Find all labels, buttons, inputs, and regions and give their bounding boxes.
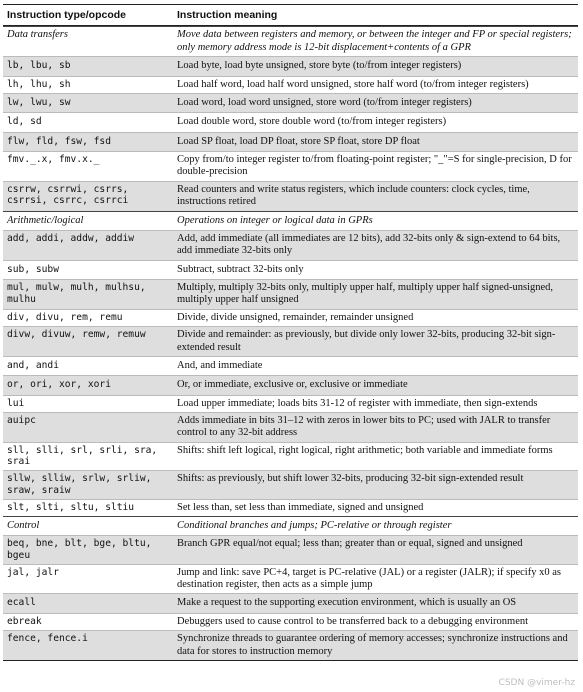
table-row — [3, 442, 578, 470]
category-name: Control — [7, 519, 40, 531]
opcode-cell: mul, mulw, mulh, mulhsu, mulhu — [7, 282, 146, 305]
opcode-cell: fence, fence.i — [7, 633, 88, 645]
meaning-cell: Synchronize threads to guarantee ordering of memory accesses; synchronize instructions and data for stores to instruction memory — [177, 633, 568, 657]
table-body — [3, 26, 578, 660]
opcode-cell: sll, slli, srl, srli, sra, srai — [7, 444, 158, 468]
meaning-cell: Debuggers used to cause control to be transferred back to a debugging environment — [177, 615, 529, 627]
table-row — [3, 260, 578, 279]
table-row — [3, 356, 578, 375]
table-row — [3, 230, 578, 260]
meaning-cell: Load half word, load half word unsigned, store half word (to/from integer registers) — [177, 78, 529, 90]
meaning-cell: Load upper immediate; loads bits 31-12 of register with immediate, then sign-extends — [177, 397, 538, 409]
table-header — [3, 5, 578, 26]
meaning-cell: Shifts: shift left logical, right logical, right arithmetic; both variable and immediate forms — [177, 444, 553, 456]
opcode-cell: slt, slti, sltu, sltiu — [7, 501, 135, 513]
meaning-cell: Adds immediate in bits 31–12 with zeros in lower bits to PC; used with JALR to transfer control to any 32-bit address — [177, 415, 551, 439]
watermark: CSDN @vimer-hz — [498, 678, 575, 688]
category-name: Arithmetic/logical — [7, 214, 84, 226]
opcode-cell: sllw, slliw, srlw, srliw, sraw, sraiw — [7, 473, 152, 496]
table-row — [3, 630, 578, 660]
table-row — [3, 309, 578, 326]
meaning-cell: Copy from/to integer register to/from floating-point register; "_"=S for single-precision, D for double-precision — [177, 154, 572, 178]
opcode-cell: ebreak — [7, 615, 42, 627]
opcode-cell: lui — [7, 397, 25, 409]
table-row — [3, 593, 578, 612]
meaning-cell: Multiply, multiply 32-bits only, multiply upper half, multiply upper half signed-unsigned, multiply upper half unsigned — [177, 282, 554, 306]
opcode-cell: auipc — [7, 415, 36, 426]
meaning-cell: Divide and remainder: as previously, but divide only lower 32-bits, producing 32-bit sign-extended result — [177, 329, 556, 353]
opcode-cell: or, ori, xor, xori — [7, 379, 111, 391]
category-row — [3, 26, 578, 56]
opcode-cell: ld, sd — [7, 116, 42, 128]
meaning-cell: Shifts: as previously, but shift lower 32-bits, producing 32-bit sign-extended result — [177, 473, 524, 485]
opcode-cell: csrrw, csrrwi, csrrs, csrrsi, csrrc, csrrci — [7, 183, 129, 207]
table-row — [3, 151, 578, 181]
meaning-cell: Set less than, set less than immediate, signed and unsigned — [177, 501, 424, 513]
opcode-cell: lb, lbu, sb — [7, 60, 71, 72]
meaning-cell: Load double word, store double word (to/from integer registers) — [177, 116, 447, 128]
meaning-cell: Load SP float, load DP float, store SP float, store DP float — [177, 135, 420, 147]
opcode-cell: lw, lwu, sw — [7, 96, 71, 108]
category-description: Move data between registers and memory, or between the integer and FP or special registers; only memory address mode is 12-bit displacement+contents of a GPR — [177, 29, 572, 53]
table-row — [3, 279, 578, 309]
opcode-cell: and, andi — [7, 359, 59, 371]
meaning-cell: Read counters and write status registers, which include counters: clock cycles, time, instructions retired — [177, 183, 530, 208]
opcode-cell: add, addi, addw, addiw — [7, 232, 135, 244]
table-row — [3, 499, 578, 516]
table-row — [3, 470, 578, 498]
table-row — [3, 76, 578, 93]
opcode-cell: fmv._.x, fmv.x._ — [7, 154, 100, 165]
table-row — [3, 132, 578, 151]
meaning-cell: Add, add immediate (all immediates are 12 bits), add 32-bits only & sign-extend to 64 bits, add immediate 32-bits only — [177, 232, 561, 257]
category-name: Data transfers — [7, 29, 68, 41]
opcode-cell: ecall — [7, 597, 36, 609]
table-row — [3, 412, 578, 442]
opcode-cell: beq, bne, blt, bge, bltu, bgeu — [7, 538, 152, 562]
meaning-cell: Divide, divide unsigned, remainder, remainder unsigned — [177, 311, 414, 323]
meaning-cell: Make a request to the supporting execution environment, which is usually an OS — [177, 597, 517, 609]
category-row — [3, 211, 578, 230]
table-row — [3, 395, 578, 412]
header-opcode: Instruction type/opcode — [7, 9, 127, 21]
opcode-cell: lh, lhu, sh — [7, 78, 71, 90]
meaning-cell: Or, or immediate, exclusive or, exclusive or immediate — [177, 379, 408, 391]
table-row — [3, 181, 578, 211]
header-meaning: Instruction meaning — [177, 9, 278, 21]
category-row — [3, 516, 578, 535]
table-row — [3, 613, 578, 630]
opcode-cell: jal, jalr — [7, 566, 59, 578]
table-row — [3, 535, 578, 563]
meaning-cell: And, and immediate — [177, 359, 263, 371]
table-row — [3, 93, 578, 112]
table-row — [3, 326, 578, 356]
opcode-cell: flw, fld, fsw, fsd — [7, 135, 111, 147]
meaning-cell: Jump and link: save PC+4, target is PC-relative (JAL) or a register (JALR); if specify x0 as destination register, then acts as a simple jump — [177, 566, 561, 591]
table-row — [3, 112, 578, 131]
category-description: Conditional branches and jumps; PC-relative or through register — [177, 519, 452, 531]
opcode-cell: div, divu, rem, remu — [7, 311, 123, 323]
meaning-cell: Subtract, subtract 32-bits only — [177, 263, 304, 275]
table-row — [3, 564, 578, 594]
category-description: Operations on integer or logical data in GPRs — [177, 214, 373, 226]
instruction-table — [3, 4, 578, 661]
meaning-cell: Load byte, load byte unsigned, store byte (to/from integer registers) — [177, 60, 462, 72]
meaning-cell: Load word, load word unsigned, store word (to/from integer registers) — [177, 96, 472, 108]
table-row — [3, 56, 578, 75]
meaning-cell: Branch GPR equal/not equal; less than; greater than or equal, signed and unsigned — [177, 538, 523, 550]
table-row — [3, 375, 578, 394]
opcode-cell: divw, divuw, remw, remuw — [7, 329, 146, 341]
opcode-cell: sub, subw — [7, 263, 59, 275]
